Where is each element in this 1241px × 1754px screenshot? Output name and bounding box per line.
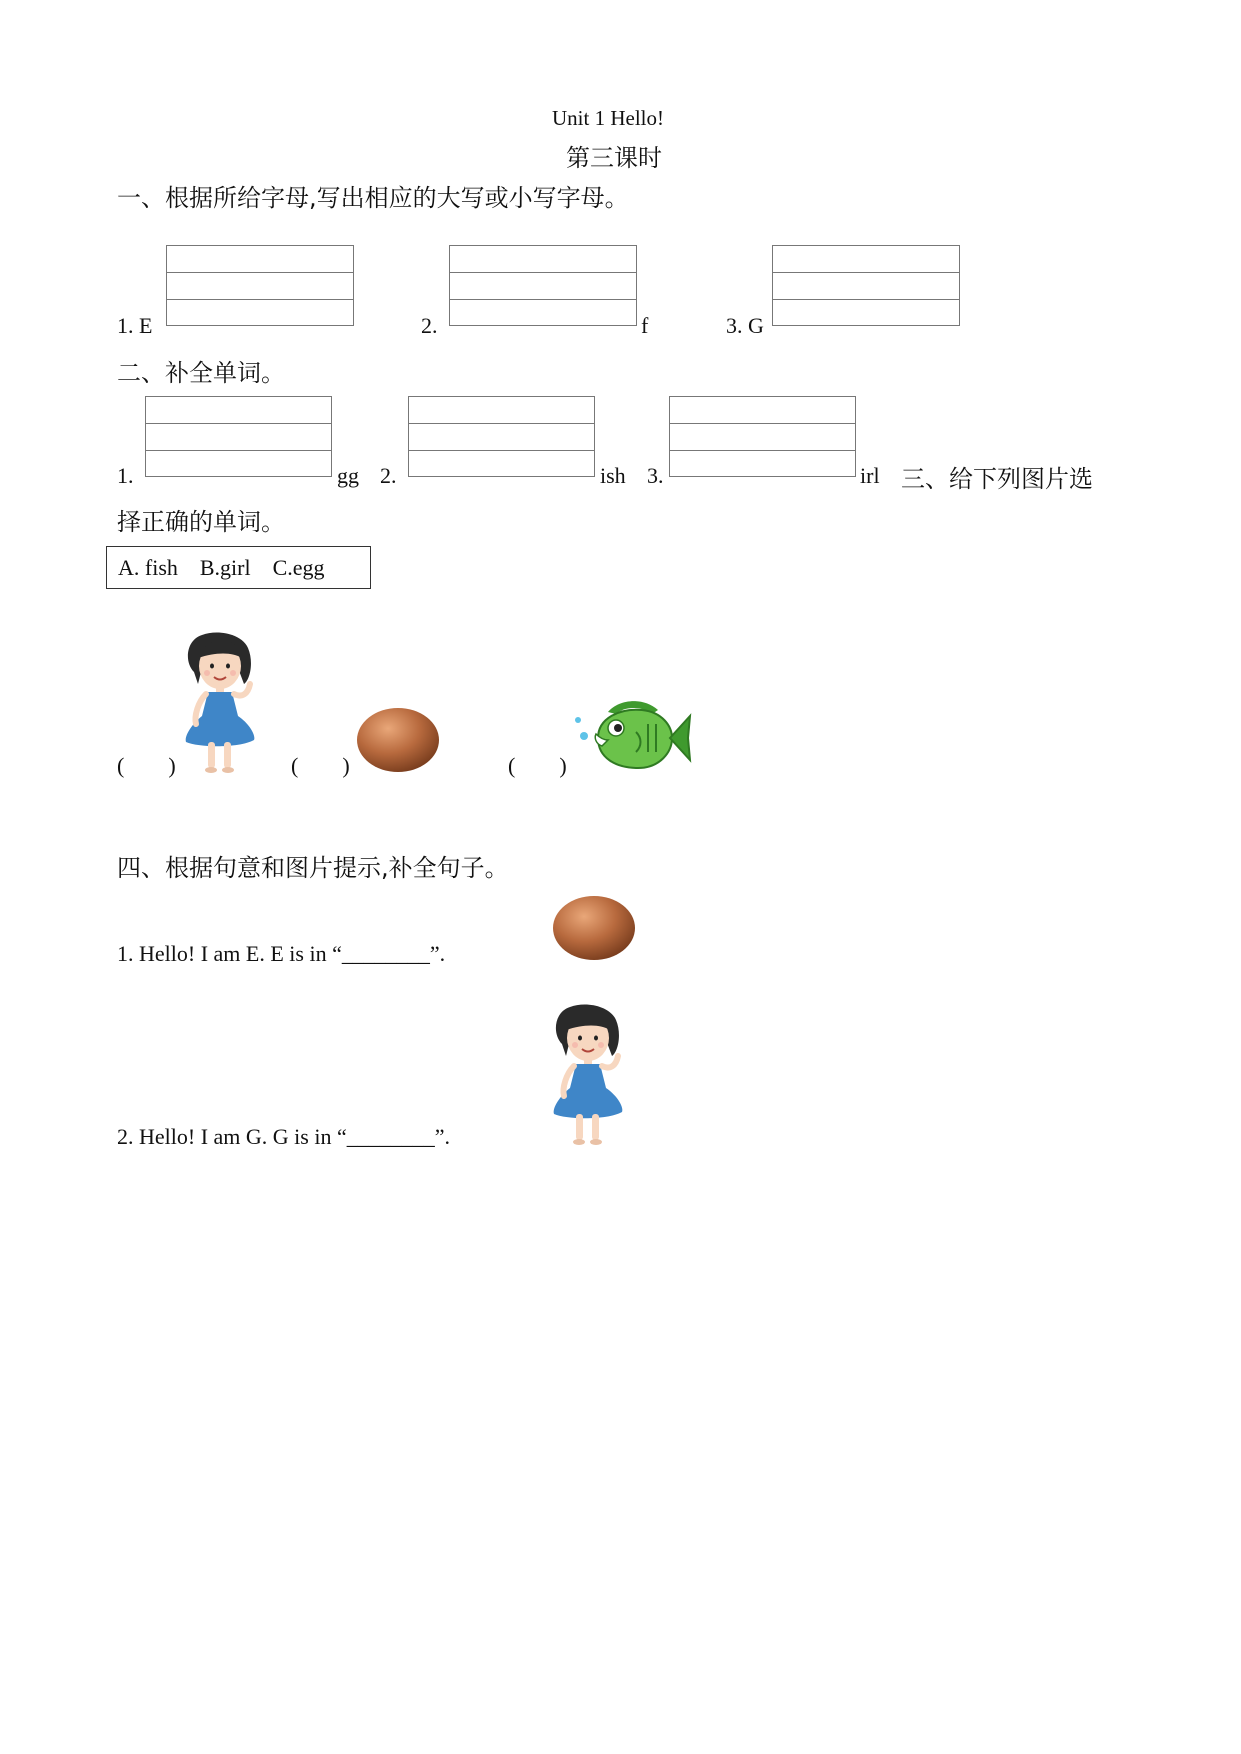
girl-illustration xyxy=(548,1004,628,1146)
egg-photo xyxy=(356,706,440,772)
section2-heading: 二、补全单词。 xyxy=(117,359,285,387)
s1-item2-prefix: 2. xyxy=(421,313,438,338)
girl-illustration xyxy=(180,632,260,774)
section3-heading-part1: 三、给下列图片选 xyxy=(901,465,1093,493)
s2-item2-writing-box[interactable] xyxy=(408,396,595,477)
s2-item1-writing-box[interactable] xyxy=(145,396,332,477)
s2-item3-writing-box[interactable] xyxy=(669,396,856,477)
word-options: A. fish B.girl C.egg xyxy=(118,555,325,580)
s2-item1-prefix: 1. xyxy=(117,463,134,488)
unit-title: Unit 1 Hello! xyxy=(552,106,664,130)
s1-item1-prefix: 1. E xyxy=(117,313,153,338)
s3-answer-blank-2[interactable]: ( ) xyxy=(291,753,350,778)
s3-answer-blank-1[interactable]: ( ) xyxy=(117,753,176,778)
s4-sentence-1: 1. Hello! I am E. E is in “________”. xyxy=(117,941,446,966)
s1-item2-suffix: f xyxy=(641,313,649,338)
s2-item2-suffix: ish xyxy=(600,463,626,488)
s2-item3-suffix: irl xyxy=(860,463,880,488)
s1-item3-writing-box[interactable] xyxy=(772,245,960,326)
egg-photo xyxy=(552,893,636,961)
word-options-box xyxy=(106,546,371,589)
s4-sentence-2: 2. Hello! I am G. G is in “________”. xyxy=(117,1124,450,1149)
s2-item3-prefix: 3. xyxy=(647,463,664,488)
s1-item1-writing-box[interactable] xyxy=(166,245,354,326)
s2-item1-suffix: gg xyxy=(337,463,359,488)
lesson-title: 第三课时 xyxy=(566,144,662,172)
section1-heading: 一、根据所给字母,写出相应的大写或小写字母。 xyxy=(117,184,629,212)
section3-heading-part2: 择正确的单词。 xyxy=(117,508,285,536)
s3-answer-blank-3[interactable]: ( ) xyxy=(508,753,567,778)
s1-item2-writing-box[interactable] xyxy=(449,245,637,326)
section4-heading: 四、根据句意和图片提示,补全句子。 xyxy=(117,854,509,882)
s1-item3-prefix: 3. G xyxy=(726,313,764,338)
s2-item2-prefix: 2. xyxy=(380,463,397,488)
fish-illustration xyxy=(572,698,692,776)
